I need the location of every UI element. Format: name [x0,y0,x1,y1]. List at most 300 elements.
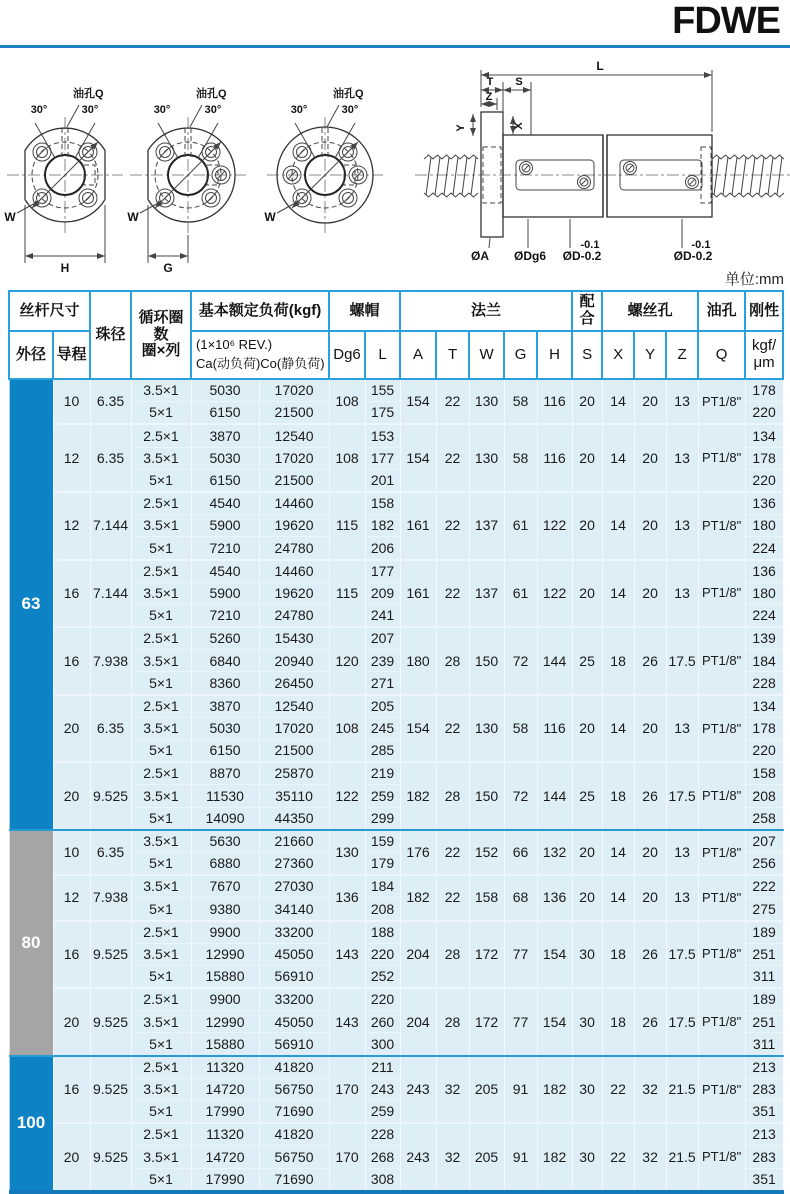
hole-y-cell: 20 [634,560,666,628]
angle-label: 30° [30,104,48,116]
flange-g-cell: 91 [504,1123,537,1192]
co-load-cell: 17020 [259,717,329,739]
outer-dia-cell: 63 [9,379,53,830]
flange-t-cell: 32 [436,1056,469,1124]
fit-s-cell: 30 [572,1123,602,1192]
circulation-cell: 5×1 [131,1168,191,1192]
ca-load-cell: 3870 [191,424,259,447]
ball-dia-cell: 9.525 [90,921,131,989]
rigidity-cell: 207 [745,830,783,853]
flange-g-cell: 77 [504,921,537,989]
oil-q-cell: PT1/8" [698,762,745,830]
header-t: T [436,331,469,379]
circulation-cell: 5×1 [131,965,191,988]
fit-s-cell: 20 [572,695,602,763]
hole-z-cell: 17.5 [666,762,698,830]
flange-a-cell: 182 [400,875,436,920]
circulation-cell: 2.5×1 [131,627,191,650]
co-load-cell: 35110 [259,785,329,807]
nut-length-cell: 207 [365,627,400,650]
dg6-cell: 170 [329,1123,365,1192]
co-load-cell: 27030 [259,875,329,898]
header-a: A [400,331,436,379]
circulation-cell: 3.5×1 [131,1146,191,1168]
nut-length-cell: 184 [365,875,400,898]
flange-g-cell: 58 [504,424,537,492]
oil-hole-label: 油孔Q [73,88,104,100]
header-fit: 配 合 [572,291,602,331]
flange-w-cell: 205 [469,1056,504,1124]
co-load-cell: 14460 [259,560,329,583]
flange-t-cell: 28 [436,921,469,989]
ca-load-cell: 6880 [191,852,259,875]
circulation-cell: 3.5×1 [131,785,191,807]
ca-load-cell: 5900 [191,515,259,537]
oil-q-cell: PT1/8" [698,988,745,1056]
hole-z-cell: 13 [666,560,698,628]
co-load-cell: 12540 [259,695,329,718]
ca-load-cell: 6150 [191,740,259,763]
rigidity-cell: 158 [745,762,783,785]
co-load-cell: 33200 [259,988,329,1011]
flange-h-cell: 116 [537,379,572,424]
flange-h-cell: 116 [537,424,572,492]
oil-q-cell: PT1/8" [698,627,745,695]
circulation-cell: 3.5×1 [131,717,191,739]
flange-w-cell: 152 [469,830,504,875]
circulation-cell: 5×1 [131,1033,191,1056]
circulation-cell: 5×1 [131,807,191,830]
flange-w-cell: 158 [469,875,504,920]
rigidity-cell: 220 [745,469,783,492]
lead-cell: 10 [53,379,90,424]
fit-s-cell: 25 [572,627,602,695]
ca-load-cell: 3870 [191,695,259,718]
nut-length-cell: 260 [365,1011,400,1033]
hole-z-cell: 17.5 [666,627,698,695]
spec-table [8,290,784,1194]
header-nut: 螺帽 [329,291,400,331]
nut-length-cell: 177 [365,447,400,469]
circulation-cell: 2.5×1 [131,1123,191,1146]
co-load-cell: 56910 [259,965,329,988]
header-z: Z [666,331,698,379]
flange-a-cell: 182 [400,762,436,830]
flange-h-cell: 132 [537,830,572,875]
oil-q-cell: PT1/8" [698,560,745,628]
lead-cell: 12 [53,875,90,920]
fit-s-cell: 20 [572,492,602,560]
nut-length-cell: 299 [365,807,400,830]
angle-label: 30° [290,104,308,116]
header-h: H [537,331,572,379]
hole-z-cell: 21.5 [666,1056,698,1124]
l-dim-label: L [596,59,604,73]
header-x: X [602,331,634,379]
hole-x-cell: 14 [602,830,634,875]
rigidity-cell: 180 [745,515,783,537]
flange-front-view-2 [127,86,246,275]
title-rule [0,45,790,48]
rigidity-cell: 189 [745,988,783,1011]
hole-z-cell: 13 [666,379,698,424]
lead-cell: 16 [53,627,90,695]
co-load-cell: 19620 [259,515,329,537]
rigidity-cell: 283 [745,1146,783,1168]
nut-length-cell: 259 [365,785,400,807]
hole-y-cell: 26 [634,921,666,989]
circulation-cell: 3.5×1 [131,379,191,402]
dia-d-tolerance-top: -0.1 [691,239,711,251]
oil-hole-label: 油孔Q [333,88,364,100]
flange-h-cell: 154 [537,921,572,989]
nut-length-cell: 252 [365,965,400,988]
angle-label: 30° [204,104,222,116]
g-dim-label: G [163,261,173,275]
ca-load-cell: 5030 [191,379,259,402]
rigidity-cell: 251 [745,943,783,965]
nut-length-cell: 179 [365,852,400,875]
oil-q-cell: PT1/8" [698,875,745,920]
outer-dia-cell: 80 [9,830,53,1056]
nut-length-cell: 206 [365,537,400,560]
fit-s-cell: 25 [572,762,602,830]
nut-length-cell: 209 [365,582,400,604]
nut-length-cell: 268 [365,1146,400,1168]
flange-g-cell: 77 [504,988,537,1056]
ca-load-cell: 7210 [191,604,259,627]
ca-load-cell: 9380 [191,898,259,921]
ca-load-cell: 5030 [191,447,259,469]
fit-s-cell: 30 [572,921,602,989]
ca-load-cell: 9900 [191,988,259,1011]
lead-cell: 16 [53,560,90,628]
flange-w-cell: 205 [469,1123,504,1192]
circulation-cell: 5×1 [131,1101,191,1124]
circulation-cell: 5×1 [131,672,191,695]
header-screw-holes: 螺丝孔 [602,291,698,331]
circulation-cell: 2.5×1 [131,762,191,785]
rigidity-cell: 228 [745,672,783,695]
w-dim-label: W [264,210,276,224]
technical-drawing [0,52,790,288]
ca-load-cell: 4540 [191,492,259,515]
lead-cell: 20 [53,1123,90,1192]
nut-length-cell: 271 [365,672,400,695]
circulation-cell: 3.5×1 [131,582,191,604]
spec-table-body [9,379,783,1192]
lead-cell: 16 [53,1056,90,1124]
hole-y-cell: 32 [634,1123,666,1192]
rigidity-cell: 136 [745,492,783,515]
ball-dia-cell: 7.938 [90,627,131,695]
oil-q-cell: PT1/8" [698,379,745,424]
flange-a-cell: 243 [400,1123,436,1192]
rigidity-cell: 224 [745,537,783,560]
co-load-cell: 41820 [259,1056,329,1079]
circulation-cell: 5×1 [131,852,191,875]
circulation-cell: 5×1 [131,537,191,560]
nut-length-cell: 211 [365,1056,400,1079]
flange-t-cell: 22 [436,492,469,560]
flange-t-cell: 22 [436,424,469,492]
oil-q-cell: PT1/8" [698,1123,745,1192]
hole-y-cell: 26 [634,988,666,1056]
hole-x-cell: 14 [602,695,634,763]
header-ball-dia: 珠径 [90,291,131,379]
flange-a-cell: 161 [400,492,436,560]
dia-d-tolerance-bottom: ØD-0.2 [673,249,713,263]
co-load-cell: 21660 [259,830,329,853]
flange-t-cell: 28 [436,627,469,695]
dg6-cell: 115 [329,560,365,628]
hole-x-cell: 14 [602,492,634,560]
rigidity-cell: 180 [745,582,783,604]
angle-label: 30° [341,104,359,116]
ca-load-cell: 14090 [191,807,259,830]
flange-g-cell: 61 [504,492,537,560]
header-screw-size: 丝杆尺寸 [9,291,90,331]
header-rigidity-unit: kgf/ μm [745,331,783,379]
ca-load-cell: 12990 [191,943,259,965]
nut-length-cell: 285 [365,740,400,763]
hole-z-cell: 17.5 [666,921,698,989]
flange-t-cell: 28 [436,762,469,830]
oil-q-cell: PT1/8" [698,1056,745,1124]
co-load-cell: 17020 [259,447,329,469]
flange-t-cell: 22 [436,379,469,424]
oil-q-cell: PT1/8" [698,424,745,492]
hole-z-cell: 13 [666,875,698,920]
flange-g-cell: 91 [504,1056,537,1124]
circulation-cell: 3.5×1 [131,943,191,965]
nut-length-cell: 158 [365,492,400,515]
flange-t-cell: 22 [436,875,469,920]
hole-x-cell: 14 [602,560,634,628]
nut-length-cell: 300 [365,1033,400,1056]
co-load-cell: 20940 [259,650,329,672]
outer-dia-cell: 100 [9,1056,53,1192]
co-load-cell: 15430 [259,627,329,650]
flange-w-cell: 172 [469,988,504,1056]
rigidity-cell: 178 [745,447,783,469]
rigidity-cell: 136 [745,560,783,583]
rigidity-cell: 134 [745,424,783,447]
ca-load-cell: 11320 [191,1056,259,1079]
co-load-cell: 41820 [259,1123,329,1146]
circulation-cell: 5×1 [131,898,191,921]
nut-length-cell: 239 [365,650,400,672]
hole-x-cell: 18 [602,762,634,830]
ca-load-cell: 5260 [191,627,259,650]
circulation-cell: 3.5×1 [131,830,191,853]
ball-dia-cell: 6.35 [90,695,131,763]
rigidity-cell: 351 [745,1101,783,1124]
flange-w-cell: 130 [469,424,504,492]
flange-t-cell: 28 [436,988,469,1056]
hole-y-cell: 20 [634,830,666,875]
header-nut-l: L [365,331,400,379]
nut-length-cell: 155 [365,379,400,402]
ca-load-cell: 14720 [191,1078,259,1100]
header-w: W [469,331,504,379]
header-g: G [504,331,537,379]
header-flange: 法兰 [400,291,572,331]
flange-t-cell: 22 [436,830,469,875]
rigidity-cell: 220 [745,740,783,763]
ball-dia-cell: 7.144 [90,560,131,628]
page-title: FDWE [672,0,780,42]
screw-thread-left [424,155,478,197]
screw-thread-right [712,155,784,197]
circulation-cell: 5×1 [131,604,191,627]
co-load-cell: 12540 [259,424,329,447]
flange-g-cell: 58 [504,379,537,424]
hole-z-cell: 21.5 [666,1123,698,1192]
nut-length-cell: 182 [365,515,400,537]
ca-load-cell: 8870 [191,762,259,785]
dg6-cell: 108 [329,424,365,492]
ball-dia-cell: 9.525 [90,762,131,830]
nut-length-cell: 219 [365,762,400,785]
flange-a-cell: 154 [400,424,436,492]
hole-y-cell: 20 [634,424,666,492]
co-load-cell: 56910 [259,1033,329,1056]
nut-length-cell: 159 [365,830,400,853]
flange-front-view-1 [4,86,123,275]
flange-a-cell: 176 [400,830,436,875]
dg6-cell: 136 [329,875,365,920]
x-dim-label: X [513,122,525,130]
flange-w-cell: 150 [469,762,504,830]
ca-load-cell: 12990 [191,1011,259,1033]
nut-length-cell: 228 [365,1123,400,1146]
oil-q-cell: PT1/8" [698,695,745,763]
hole-x-cell: 14 [602,424,634,492]
oil-hole-label: 油孔Q [196,88,227,100]
dg6-cell: 108 [329,379,365,424]
s-dim-label: S [515,76,523,88]
circulation-cell: 3.5×1 [131,515,191,537]
rigidity-cell: 222 [745,875,783,898]
ca-load-cell: 6150 [191,402,259,425]
angle-label: 30° [81,104,99,116]
header-outer-dia: 外径 [9,331,53,379]
circulation-cell: 3.5×1 [131,650,191,672]
hole-z-cell: 17.5 [666,988,698,1056]
ca-load-cell: 11530 [191,785,259,807]
rigidity-cell: 258 [745,807,783,830]
flange-g-cell: 72 [504,762,537,830]
flange-h-cell: 122 [537,492,572,560]
fit-s-cell: 20 [572,560,602,628]
dia-a-label: ØA [471,249,489,263]
ball-dia-cell: 6.35 [90,830,131,875]
circulation-cell: 3.5×1 [131,447,191,469]
fit-s-cell: 20 [572,424,602,492]
hole-y-cell: 20 [634,492,666,560]
ca-load-cell: 14720 [191,1146,259,1168]
co-load-cell: 45050 [259,1011,329,1033]
rigidity-cell: 311 [745,965,783,988]
flange-a-cell: 243 [400,1056,436,1124]
nut-length-cell: 208 [365,898,400,921]
co-load-cell: 33200 [259,921,329,944]
flange-w-cell: 150 [469,627,504,695]
nut-length-cell: 220 [365,943,400,965]
nut-length-cell: 201 [365,469,400,492]
flange-h-cell: 144 [537,762,572,830]
flange-w-cell: 130 [469,379,504,424]
flange-t-cell: 32 [436,1123,469,1192]
dia-d-tolerance-bottom: ØD-0.2 [562,249,602,263]
flange-h-cell: 182 [537,1123,572,1192]
hole-y-cell: 26 [634,762,666,830]
w-dim-label: W [4,210,16,224]
h-dim-label: H [60,261,70,275]
oil-q-cell: PT1/8" [698,492,745,560]
flange-w-cell: 137 [469,492,504,560]
fit-s-cell: 20 [572,830,602,875]
flange-t-cell: 22 [436,560,469,628]
flange-h-cell: 182 [537,1056,572,1124]
ca-load-cell: 8360 [191,672,259,695]
co-load-cell: 34140 [259,898,329,921]
rigidity-cell: 256 [745,852,783,875]
flange-h-cell: 144 [537,627,572,695]
header-dg6: Dg6 [329,331,365,379]
rigidity-cell: 224 [745,604,783,627]
flange-h-cell: 136 [537,875,572,920]
flange-g-cell: 68 [504,875,537,920]
nut-length-cell: 175 [365,402,400,425]
rigidity-cell: 184 [745,650,783,672]
co-load-cell: 14460 [259,492,329,515]
header-load: 基本额定负荷(kgf) [191,291,329,331]
lead-cell: 12 [53,424,90,492]
ball-dia-cell: 9.525 [90,1123,131,1192]
rigidity-cell: 178 [745,379,783,402]
circulation-cell: 2.5×1 [131,424,191,447]
angle-label: 30° [153,104,171,116]
dg6-cell: 115 [329,492,365,560]
nut-length-cell: 220 [365,988,400,1011]
flange-t-cell: 22 [436,695,469,763]
flange-g-cell: 58 [504,695,537,763]
flange-h-cell: 154 [537,988,572,1056]
ball-dia-cell: 6.35 [90,424,131,492]
flange-a-cell: 204 [400,921,436,989]
dg6-cell: 130 [329,830,365,875]
dia-d-tolerance-top: -0.1 [580,239,600,251]
ball-dia-cell: 9.525 [90,1056,131,1124]
ca-load-cell: 11320 [191,1123,259,1146]
flange-w-cell: 172 [469,921,504,989]
rigidity-cell: 220 [745,402,783,425]
z-dim-label: Z [485,91,493,103]
co-load-cell: 24780 [259,537,329,560]
rigidity-cell: 251 [745,1011,783,1033]
flange-a-cell: 154 [400,379,436,424]
rigidity-cell: 134 [745,695,783,718]
hole-z-cell: 13 [666,492,698,560]
hole-x-cell: 14 [602,379,634,424]
dg6-cell: 143 [329,988,365,1056]
nut-length-cell: 205 [365,695,400,718]
circulation-cell: 2.5×1 [131,695,191,718]
circulation-cell: 5×1 [131,402,191,425]
circulation-cell: 5×1 [131,469,191,492]
